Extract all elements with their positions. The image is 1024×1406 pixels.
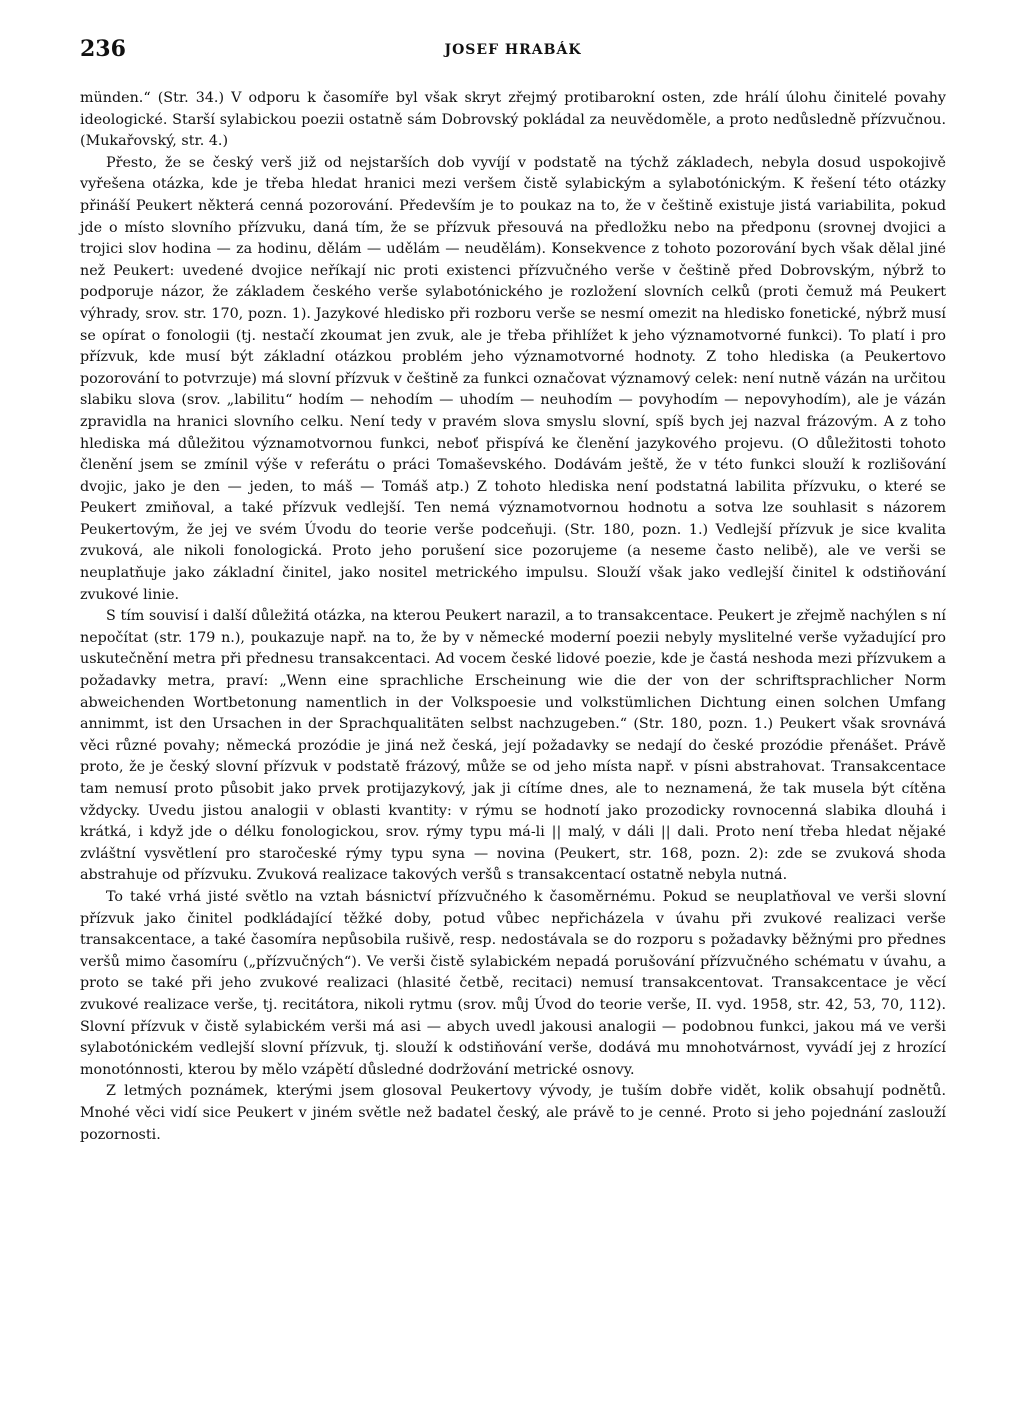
paragraph: S tím souvisí i další důležitá otázka, na kterou Peukert narazil, a to transakcentace. Peukert je zřejmě nachýlen s ní nepočítat (str. 179 n.), poukazuje např. na to, že by v německé moderní poezii nebyly myslitelné verše vyžadující pro uskutečnění metra při přednesu transakcentaci. Ad vocem české lidové poezie, kde je častá neshoda mezi přízvukem a požadavky metra, praví: „Wenn eine sprachliche Erscheinung wie die der von der schriftsprachlicher Norm abweichenden Wortbetonung namentlich in der Volkspoesie und volkstümlichen Dichtung einen solchen Umfang annimmt, ist den Ursachen in der Sprachqualitäten selbst nachzugeben.“ (Str. 180, pozn. 1.) Peukert však srovnává věci různé povahy; německá prozódie je jiná než česká, její požadavky se nedají do české prozódie přenášet. Právě proto, že je český slovní přízvuk v podstatě frázový, může se od jeho místa např. v písni abstrahovat. Transakcentace tam nemusí proto působit jako prvek protijazykový, jak ji cítíme dnes, ale to neznamená, že tak musela být cítěna vždycky. Uvedu jistou analogii v oblasti kvantity: v rýmu se hodnotí jako prozodicky rovnocenná slabika dlouhá i krátká, i když jde o délku fonologickou, srov. rýmy typu má-li || malý, v dáli || dali. Proto není třeba hledat nějaké zvláštní vysvětlení pro staročeské rýmy typu syna — novina (Peukert, str. 168, pozn. 2): zde se zvuková shoda abstrahuje od přízvuku. Zvuková realizace takových veršů s transakcentací ostatně nebyla nutná. xyxy=(80,608,946,884)
paragraph: münden.“ (Str. 34.) V odporu k časomíře byl však skryt zřejmý protibarokní osten, zde hrálí úlohu činitelé povahy ideologické. Starší sylabickou poezii ostatně sám Dobrovský pokládal za neuvědoměle, a proto nedůsledně přízvučnou. (Mukařovský, str. 4.) xyxy=(80,90,946,150)
book-page xyxy=(80,36,946,1146)
paragraph: Přesto, že se český verš již od nejstarších dob vyvíjí v podstatě na týchž základech, nebyla dosud uspokojivě vyřešena otázka, kde je třeba hledat hranici mezi veršem čistě sylabickým a sylabotónickým. K řešení této otázky přináší Peukert některá cenná pozorování. Především je to poukaz na to, že v češtině existuje jistá variabilita, pokud jde o místo slovního přízvuku, daná tím, že se přízvuk přesouvá na předložku nebo na předponu (srovnej dvojici a trojici slov hodina — za hodinu, dělám — udělám — neudělám). Konsekvence z tohoto pozorování bych však dělal jiné než Peukert: uvedené dvojice neříkají nic proti existenci přízvučného verše v češtině před Dobrovským, nýbrž to podporuje názor, že základem českého verše sylabotónického je rozložení slovních celků (proti čemuž má Peukert výhrady, srov. str. 170, pozn. 1). Jazykové hledisko při rozboru verše se nesmí omezit na hledisko fonetické, nýbrž musí se opírat o fonologii (tj. nestačí zkoumat jen zvuk, ale je třeba přihlížet k jeho významotvorné funkci). To platí i pro přízvuk, kde musí být základní otázkou problém jeho významotvorné hodnoty. Z toho hlediska (a Peukertovo pozorování to potvrzuje) má slovní přízvuk v češtině za funkci označovat významový celek: není nutně vázán na určitou slabiku slova (srov. „labilitu“ hodím — nehodím — uhodím — neuhodím — povyhodím — nepovyhodím), ale je vázán zpravidla na hranici slovního celku. Není tedy v pravém slova smyslu slovní, spíš bych jej nazval frázovým. A z toho hlediska má důležitou významotvornou funkci, neboť přispívá ke členění jazykového projevu. (O důležitosti tohoto členění jsem se zmínil výše v referátu o práci Tomaševského. Dodávám ještě, že v této funkci slouží k rozlišování dvojic, jako je den — jeden, to máš — Tomáš atp.) Z tohoto hlediska není podstatná labilita přízvuku, o které se Peukert zmiňoval, a také přízvuk vedlejší. Ten nemá významotvornou hodnotu a sotva lze souhlasit s názorem Peukertovým, že jej ve svém Úvodu do teorie verše podceňuji. (Str. 180, pozn. 1.) Vedlejší přízvuk je sice kvalita zvuková, ale nikoli fonologická. Proto jeho porušení sice pozorujeme (a neseme často nelibě), ale ve verši se neuplatňuje jako základní činitel, jako nositel metrického impulsu. Slouží však jako vedlejší činitel k odstiňování zvukové linie. xyxy=(80,154,946,603)
paragraph: To také vrhá jisté světlo na vztah básnictví přízvučného k časoměrnému. Pokud se neuplatňoval ve verši slovní přízvuk jako činitel podkládající těžké doby, potud vůbec nepřicházela v úvahu při zvukové realizaci verše transakcentace, a také časomíra nepůsobila rušivě, resp. nedostávala se do rozporu s požadavky běžnými pro přednes veršů mimo časomíru („přízvučných“). Ve verši čistě sylabickém nepadá porušování přízvučného schématu v úvahu, a proto se také při jeho zvukové realizaci (hlasité četbě, recitaci) nemusí transakcentovat. Transakcentace je věcí zvukové realizace verše, tj. recitátora, nikoli rytmu (srov. můj Úvod do teorie verše, II. vyd. 1958, str. 42, 53, 70, 112). Slovní přízvuk v čistě sylabickém verši má asi — abych uvedl jakousi analogii — podobnou funkci, jakou má ve verši sylabotónickém vedlejší slovní přízvuk, tj. slouží k odstiňování verše, dodává mu mnohotvárnost, vyvádí jej z hrozící monotónnosti, kterou by mělo vzápětí důsledné dodržování metrické osnovy. xyxy=(80,888,946,1078)
body-text xyxy=(80,88,946,1146)
page-number: 236 xyxy=(80,36,126,62)
paragraph: Z letmých poznámek, kterými jsem glosoval Peukertovy vývody, je tuším dobře vidět, kolik obsahují podnětů. Mnohé věci vidí sice Peukert v jiném světle než badatel český, ale právě to je cenné. Proto si jeho pojednání zaslouží pozornosti. xyxy=(80,1083,946,1143)
running-title: JOSEF HRABÁK xyxy=(444,42,582,58)
running-head xyxy=(80,36,946,66)
